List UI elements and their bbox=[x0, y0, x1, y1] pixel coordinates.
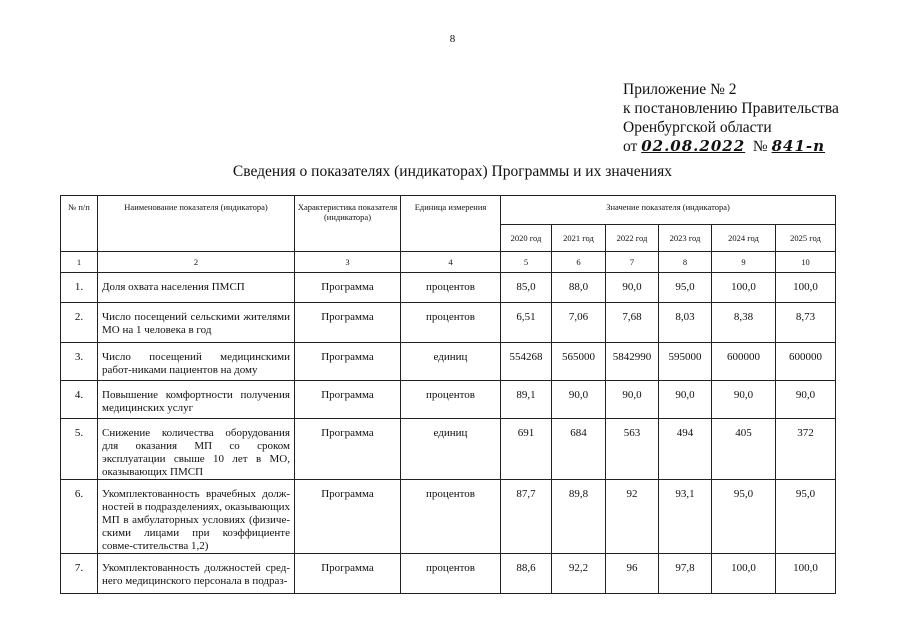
indicator-name: Доля охвата населения ПМСП bbox=[98, 273, 295, 303]
table-row bbox=[61, 343, 836, 381]
indicator-characteristic: Программа bbox=[295, 381, 401, 419]
value-cell: 600000 bbox=[776, 343, 836, 381]
row-number: 7. bbox=[61, 554, 98, 594]
indicator-unit: единиц bbox=[401, 419, 501, 480]
table-row bbox=[61, 273, 836, 303]
value-cell: 90,0 bbox=[712, 381, 776, 419]
header-num: № п/п bbox=[61, 196, 98, 252]
number-label: № bbox=[752, 138, 768, 155]
column-number: 5 bbox=[501, 252, 552, 273]
value-cell: 92,2 bbox=[552, 554, 606, 594]
value-cell: 7,06 bbox=[552, 303, 606, 343]
header-name: Наименование показателя (индикатора) bbox=[98, 196, 295, 252]
value-cell: 88,6 bbox=[501, 554, 552, 594]
header-year: 2022 год bbox=[606, 225, 659, 252]
value-cell: 93,1 bbox=[659, 480, 712, 554]
indicator-characteristic: Программа bbox=[295, 480, 401, 554]
row-number: 3. bbox=[61, 343, 98, 381]
value-cell: 554268 bbox=[501, 343, 552, 381]
column-number: 1 bbox=[61, 252, 98, 273]
value-cell: 684 bbox=[552, 419, 606, 480]
header-value: Значение показателя (индикатора) bbox=[501, 196, 836, 225]
appendix-line-4 bbox=[623, 137, 839, 156]
indicator-name: Снижение количества оборудования для оказания МП со сроком эксплуатации свыше 10 лет в МО, оказывающих ПМСП bbox=[98, 419, 295, 480]
table-row bbox=[61, 480, 836, 554]
indicator-unit: процентов bbox=[401, 480, 501, 554]
value-cell: 88,0 bbox=[552, 273, 606, 303]
value-cell: 8,03 bbox=[659, 303, 712, 343]
column-number: 10 bbox=[776, 252, 836, 273]
value-cell: 565000 bbox=[552, 343, 606, 381]
header-year: 2020 год bbox=[501, 225, 552, 252]
row-number: 2. bbox=[61, 303, 98, 343]
indicator-name: Число посещений сельскими жителями МО на 1 человека в год bbox=[98, 303, 295, 343]
table-row bbox=[61, 381, 836, 419]
header-unit: Единица измерения bbox=[401, 196, 501, 252]
value-cell: 595000 bbox=[659, 343, 712, 381]
indicator-unit: процентов bbox=[401, 381, 501, 419]
header-characteristic: Характеристика показателя (индикатора) bbox=[295, 196, 401, 252]
appendix-line-2: к постановлению Правительства bbox=[623, 100, 839, 117]
indicator-unit: процентов bbox=[401, 554, 501, 594]
table-row bbox=[61, 303, 836, 343]
indicator-unit: единиц bbox=[401, 343, 501, 381]
column-number: 2 bbox=[98, 252, 295, 273]
value-cell: 100,0 bbox=[712, 273, 776, 303]
value-cell: 405 bbox=[712, 419, 776, 480]
value-cell: 600000 bbox=[712, 343, 776, 381]
value-cell: 89,8 bbox=[552, 480, 606, 554]
value-cell: 100,0 bbox=[712, 554, 776, 594]
value-cell: 8,73 bbox=[776, 303, 836, 343]
page-number: 8 bbox=[449, 33, 456, 45]
value-cell: 7,68 bbox=[606, 303, 659, 343]
row-number: 1. bbox=[61, 273, 98, 303]
value-cell: 90,0 bbox=[659, 381, 712, 419]
column-number: 9 bbox=[712, 252, 776, 273]
value-cell: 97,8 bbox=[659, 554, 712, 594]
value-cell: 563 bbox=[606, 419, 659, 480]
value-cell: 90,0 bbox=[606, 381, 659, 419]
indicator-characteristic: Программа bbox=[295, 343, 401, 381]
value-cell: 90,0 bbox=[606, 273, 659, 303]
indicator-characteristic: Программа bbox=[295, 419, 401, 480]
document-title: Сведения о показателях (индикаторах) Программы и их значениях bbox=[232, 163, 673, 180]
value-cell: 6,51 bbox=[501, 303, 552, 343]
appendix-line-3: Оренбургской области bbox=[623, 119, 772, 136]
row-number: 4. bbox=[61, 381, 98, 419]
value-cell: 96 bbox=[606, 554, 659, 594]
value-cell: 87,7 bbox=[501, 480, 552, 554]
table-row bbox=[61, 554, 836, 594]
row-number: 5. bbox=[61, 419, 98, 480]
value-cell: 90,0 bbox=[776, 381, 836, 419]
header-year: 2024 год bbox=[712, 225, 776, 252]
indicator-name: Повышение комфортности получения медицинских услуг bbox=[98, 381, 295, 419]
row-number: 6. bbox=[61, 480, 98, 554]
column-number-row bbox=[61, 252, 836, 273]
column-number: 4 bbox=[401, 252, 501, 273]
value-cell: 89,1 bbox=[501, 381, 552, 419]
handwritten-number: 841-п bbox=[771, 137, 826, 155]
value-cell: 8,38 bbox=[712, 303, 776, 343]
value-cell: 95,0 bbox=[659, 273, 712, 303]
value-cell: 100,0 bbox=[776, 273, 836, 303]
value-cell: 90,0 bbox=[552, 381, 606, 419]
indicator-name: Укомплектованность врачебных долж-ностей в подразделениях, оказывающих МП в амбулаторных условиях (физиче-скими лицами при коэффициенте совме-стительства 1,2) bbox=[98, 480, 295, 554]
indicators-table bbox=[60, 195, 836, 594]
indicator-unit: процентов bbox=[401, 303, 501, 343]
value-cell: 5842990 bbox=[606, 343, 659, 381]
handwritten-date: 02.08.2022 bbox=[641, 137, 746, 155]
value-cell: 100,0 bbox=[776, 554, 836, 594]
column-number: 8 bbox=[659, 252, 712, 273]
table-row bbox=[61, 419, 836, 480]
header-year: 2021 год bbox=[552, 225, 606, 252]
appendix-line-1: Приложение № 2 bbox=[623, 81, 737, 98]
column-number: 6 bbox=[552, 252, 606, 273]
value-cell: 691 bbox=[501, 419, 552, 480]
indicator-characteristic: Программа bbox=[295, 554, 401, 594]
appendix-block bbox=[623, 80, 839, 156]
header-year: 2023 год bbox=[659, 225, 712, 252]
indicator-unit: процентов bbox=[401, 273, 501, 303]
indicator-characteristic: Программа bbox=[295, 303, 401, 343]
value-cell: 95,0 bbox=[712, 480, 776, 554]
value-cell: 85,0 bbox=[501, 273, 552, 303]
value-cell: 494 bbox=[659, 419, 712, 480]
indicator-characteristic: Программа bbox=[295, 273, 401, 303]
column-number: 3 bbox=[295, 252, 401, 273]
header-year: 2025 год bbox=[776, 225, 836, 252]
column-number: 7 bbox=[606, 252, 659, 273]
value-cell: 92 bbox=[606, 480, 659, 554]
value-cell: 95,0 bbox=[776, 480, 836, 554]
indicator-name: Число посещений медицинскими работ-никами пациентов на дому bbox=[98, 343, 295, 381]
value-cell: 372 bbox=[776, 419, 836, 480]
from-label: от bbox=[623, 138, 638, 155]
indicator-name: Укомплектованность должностей сред-него медицинского персонала в подраз- bbox=[98, 554, 295, 594]
